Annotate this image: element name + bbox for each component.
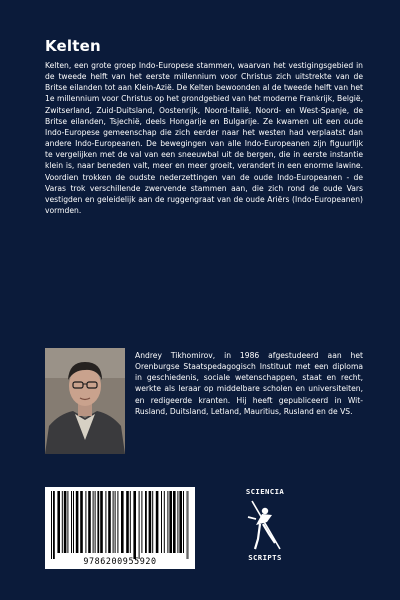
- barcode-bar: [57, 491, 60, 553]
- barcode-bar: [179, 491, 182, 553]
- barcode-bar: [169, 491, 172, 553]
- barcode-bar: [167, 491, 168, 553]
- barcode-bar: [88, 491, 91, 553]
- barcode-bar: [117, 491, 118, 553]
- barcode-bar: [53, 491, 55, 559]
- barcode-bar: [183, 491, 184, 553]
- barcode-bar: [141, 491, 142, 553]
- publisher-logo-line2: SCRIPTS: [248, 553, 282, 562]
- publisher-logo: [236, 487, 294, 569]
- barcode-bar: [93, 491, 94, 553]
- isbn-barcode: [45, 487, 195, 569]
- book-title: Kelten: [45, 37, 101, 55]
- barcode-bar: [100, 491, 103, 553]
- barcode-bar: [85, 491, 86, 553]
- author-photo: [45, 348, 125, 454]
- barcode-bar: [156, 491, 159, 553]
- publisher-logo-line1: SCIENCIA: [245, 487, 285, 496]
- book-description: Kelten, een grote groep Indo-Europese stammen, waarvan het vestigingsgebied in de tweede helft van het eerste millennium voor Christus zich uitstrekte van de Britse eilanden tot aan Klein-Azië. De Kelten bewoonden al de tweede helft van het 1e millennium voor Christus op het grondgebied van het moderne Frankrijk, België, Zwitserland, Zuid-Duitsland, Oostenrijk, Noord-Italië, Noord- en West-Spanje, de Britse eilanden, Tsjechië, deels Hongarije en Bulgarije. Ze kwamen uit een oude Indo-Europese gemeenschap die zich eerder naar het westen had verplaatst dan andere Indo-Europeanen. De bewegingen van alle Indo-Europeanen zijn figuurlijk te vergelijken met de val van een sneeuwbal uit de bergen, die in eerste instantie klein is, naar beneden valt, meer en meer groeit, verandert in een enorme lawine. Voordien trokken de oudste nederzettingen van de oude Indo-Europeanen - de Varas trok verschillende zwervende stammen aan, die zich rond de oude Vars vestigden en geleidelijk aan de ruggengraat van de oude Ariërs (Indo-Europeanen) vormden.: [45, 61, 363, 216]
- barcode-bar: [115, 491, 116, 553]
- barcode-bar: [187, 491, 188, 559]
- barcode-bar: [113, 491, 114, 553]
- barcode-bar: [105, 491, 106, 553]
- barcode-bar: [152, 491, 153, 553]
- barcode-bar: [164, 491, 165, 553]
- author-bio: Andrey Tikhomirov, in 1986 afgestudeerd aan het Orenburgse Staatspedagogisch Instituut met een diploma in geschiedenis, sociale wetenschappen, staat en recht, werkte als leraar op middelbare scholen en universiteiten, en redigeerde kranten. Hij heeft gepubliceerd in Wit-Rusland, Duitsland, Letland, Mauritius, Rusland en de VS.: [135, 351, 363, 416]
- barcode-bar: [126, 491, 129, 553]
- isbn-number: 9786200955920: [83, 556, 157, 566]
- barcode-bar: [149, 491, 152, 553]
- barcode-bar: [133, 491, 136, 559]
- barcode-bar: [139, 491, 140, 559]
- barcode-bar: [108, 491, 111, 553]
- barcode-bar: [62, 491, 63, 553]
- barcode-bar: [67, 491, 68, 553]
- barcode-bar: [145, 491, 147, 553]
- barcode-bar: [51, 491, 52, 559]
- barcode-bar: [64, 491, 67, 553]
- barcode-bar: [161, 491, 162, 553]
- barcode-bar: [71, 491, 72, 553]
- barcode-bar: [76, 491, 79, 553]
- barcode-bar: [97, 491, 99, 553]
- barcode-bar: [173, 491, 176, 553]
- barcode-bar: [121, 491, 124, 553]
- barcode-bar: [95, 491, 96, 553]
- barcode-bar: [73, 491, 74, 553]
- barcode-bar: [177, 491, 178, 553]
- barcode-bar: [130, 491, 131, 553]
- barcode-bar: [80, 491, 83, 553]
